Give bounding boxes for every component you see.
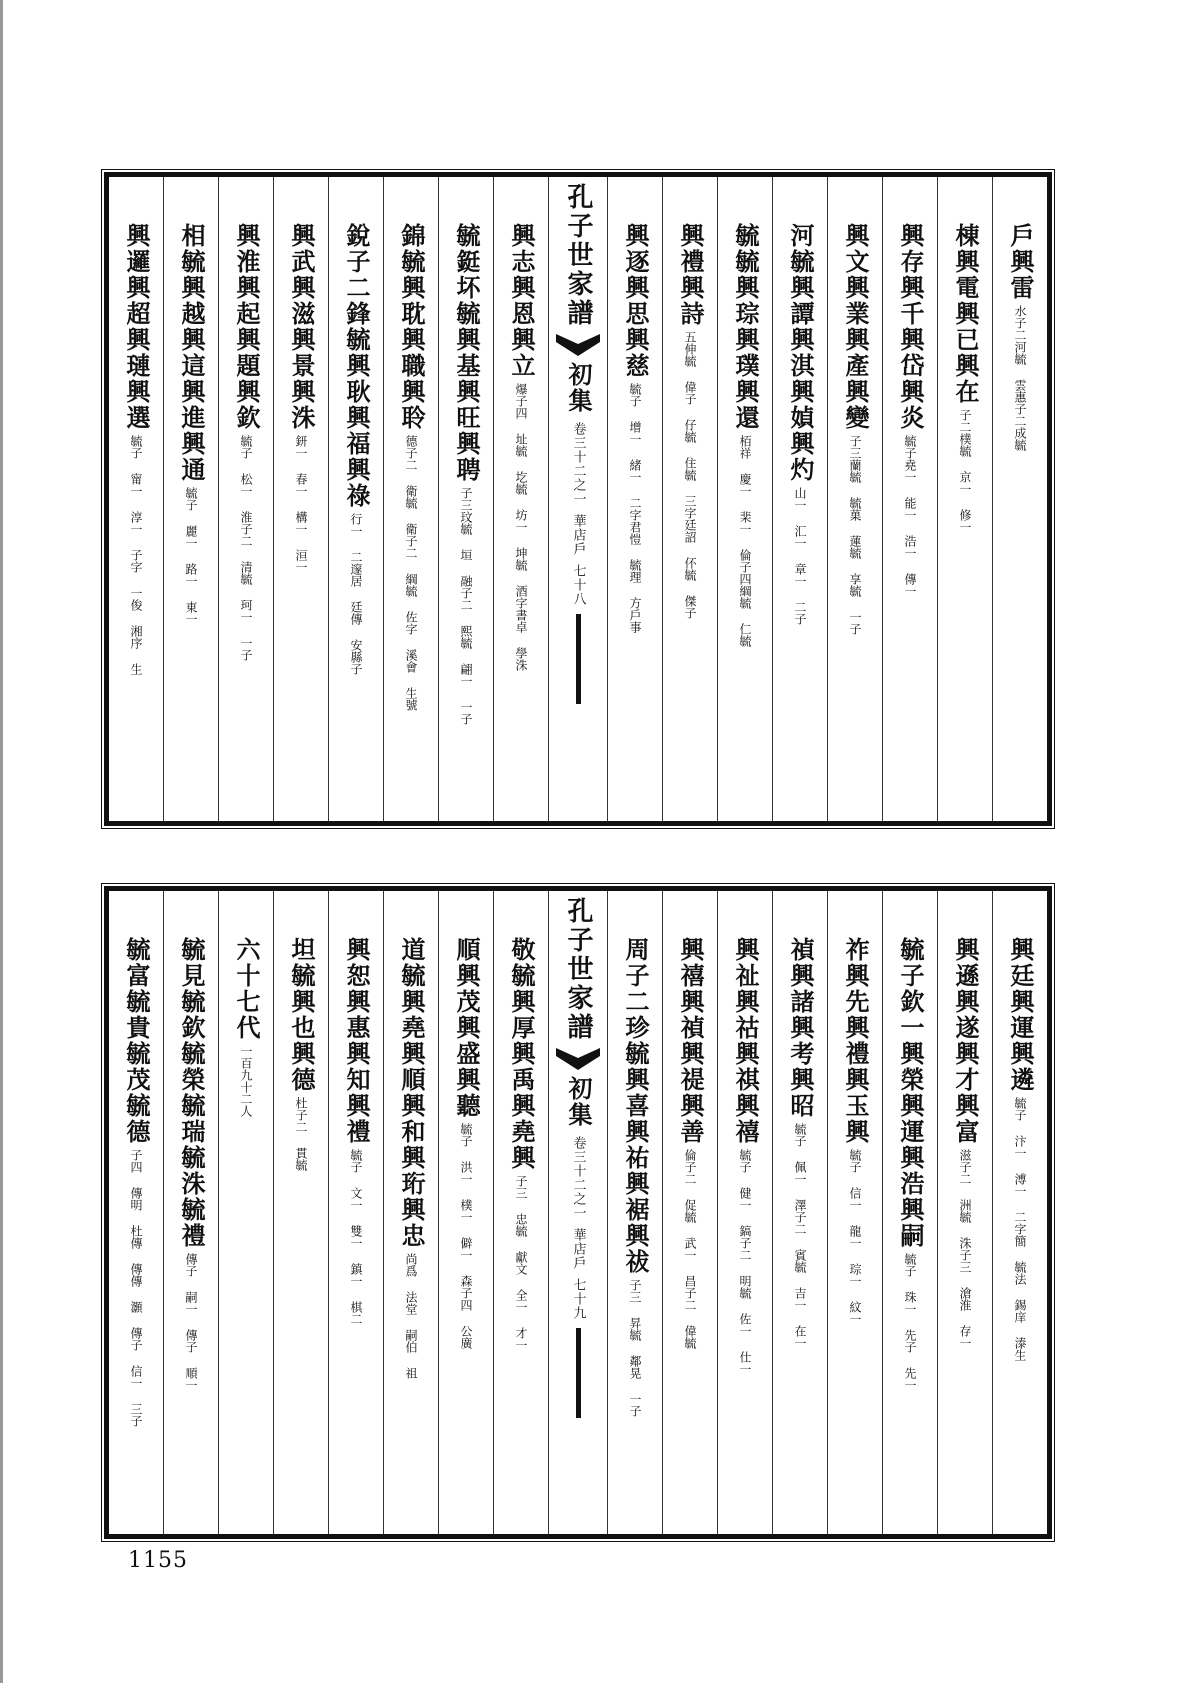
- book-title: 孔子世家譜: [563, 897, 593, 1042]
- fish-tail-mark-icon: [556, 1048, 600, 1070]
- text-column: 興禮興詩 五伸毓 偉子 仔毓 住毓 三字廷詔 伓毓 傑子: [662, 177, 717, 821]
- center-bar: [576, 1328, 581, 1418]
- text-column: 周子二珍毓興喜興祐興裾興祓 子三 昇毓 鄰晃 一子: [607, 891, 662, 1534]
- page-number: 1155: [128, 1548, 188, 1573]
- chapter-label: 卷三十二之一: [570, 1136, 586, 1220]
- text-column: 興逐興思興慈 毓子 增一 緒一 二字君愷 毓理 方戶事: [607, 177, 662, 821]
- text-column: 棟興電興已興在 子二樸毓 京一 修一: [937, 177, 992, 821]
- text-column: 祚興先興禮興玉興 毓子 信一 龍一 琮一 紋一: [827, 891, 882, 1534]
- text-column: 河毓興譚興淇興媜興灼 山一 汇一 章一 二子: [772, 177, 827, 821]
- text-column: 相毓興越興這興進興通 毓子 麗一 路一 東一: [163, 177, 218, 821]
- text-column: 戶興雷 水子二河毓 雲惠子二成毓: [992, 177, 1047, 821]
- text-column: 興志興恩興立 爆子四 址毓 圪毓 坊一 坤毓 酒字書卓 學洙: [493, 177, 548, 821]
- text-column: 禎興諸興考興昭 毓子 佩一 澤子二 賓毓 吉一 在一: [772, 891, 827, 1534]
- text-column: 興淮興起興題興欽 毓子 松一 淮子二 清毓 珂一 一子: [218, 177, 273, 821]
- text-column: 毓富毓貴毓茂毓德 子四 傳明 杜傳 傳傳 灝 傳子 信一 三子: [122, 937, 151, 1427]
- text-column: 順興茂興盛興聽 毓子 洪一 樸一 僻一 森子四 公廣: [438, 891, 493, 1534]
- center-fold-header: [548, 177, 607, 821]
- household-label: 華店戶: [570, 1228, 586, 1270]
- lower-genealogy-page: [104, 886, 1052, 1539]
- text-column: 興禧興禎興禔興善 倫子二 促毓 武一 昌子二 偉毓: [662, 891, 717, 1534]
- text-column: 道毓興堯興順興和興珩興忠 尚爲 法堂 嗣伯 祖: [383, 891, 438, 1534]
- book-title: 孔子世家譜: [563, 183, 593, 328]
- chapter-label: 卷三十二之一: [570, 422, 586, 506]
- center-fold-header: [548, 891, 607, 1534]
- text-column: 興邏興超興璉興選 毓子 甯一 淳一 子字 一俊 湘序 生: [122, 223, 151, 675]
- text-column: 興武興滋興景興洙 鈃一 春一 構一 洹一: [273, 177, 328, 821]
- folio-number: 七十八: [570, 564, 586, 606]
- text-column: 興存興千興岱興炎 毓子堯一 能一 浩一 傳一: [882, 177, 937, 821]
- text-column: 興文興業興產興變 子三蘭毓 毓菓 蓮毓 享毓 一子: [827, 177, 882, 821]
- upper-genealogy-page: [104, 172, 1052, 826]
- text-column: 毓毓興琮興璞興還 栢祥 慶一 棐一 倫子四綱毓 仁毓: [717, 177, 772, 821]
- household-label: 華店戶: [570, 514, 586, 556]
- folio-number: 七十九: [570, 1278, 586, 1320]
- text-column: 敬毓興厚興禹興堯興 子三 忠毓 獻文 全一 才一: [493, 891, 548, 1534]
- text-column: 毓鋌坏毓興基興旺興聘 子三玟毓 垣 融子二 熙毓 翩一 一子: [438, 177, 493, 821]
- text-column: 興遜興遂興才興富 滋子二 洲毓 洙子三 滄淮 存一: [937, 891, 992, 1534]
- volume-label: 初集: [564, 362, 593, 414]
- text-column: 興廷興運興遴 毓子 汴一 溥一 二字簡 毓法 錫庠 溙生: [992, 891, 1047, 1534]
- text-column: 坦毓興也興德 杜子二 貫毓: [273, 891, 328, 1534]
- text-column: 錦毓興耽興職興聆 德子二 衛毓 衛子二 綱毓 佐字 溪會 生號: [383, 177, 438, 821]
- text-column: 毓子欽一興榮興運興浩興嗣 毓子 珠一 先子 先一: [882, 891, 937, 1534]
- text-column: 興恕興惠興知興禮 毓子 文一 雙一 鎮一 棋二: [328, 891, 383, 1534]
- text-column: 興祉興祜興祺興禧 毓子 健一 鎬子二 明毓 佐一 仕一: [717, 891, 772, 1534]
- text-column: 毓見毓欽毓榮毓瑞毓洙毓禮 傳子 嗣一 傳子 順一: [163, 891, 218, 1534]
- center-bar: [576, 614, 581, 704]
- page-gutter-line: [0, 0, 3, 1683]
- volume-label: 初集: [564, 1076, 593, 1128]
- text-column: 銳子二鋒毓興耿興福興祿 行一 二邃居 廷傳 安縣子: [328, 177, 383, 821]
- generation-heading: 六十七代 一百九十二人: [218, 891, 273, 1534]
- fish-tail-mark-icon: [556, 334, 600, 356]
